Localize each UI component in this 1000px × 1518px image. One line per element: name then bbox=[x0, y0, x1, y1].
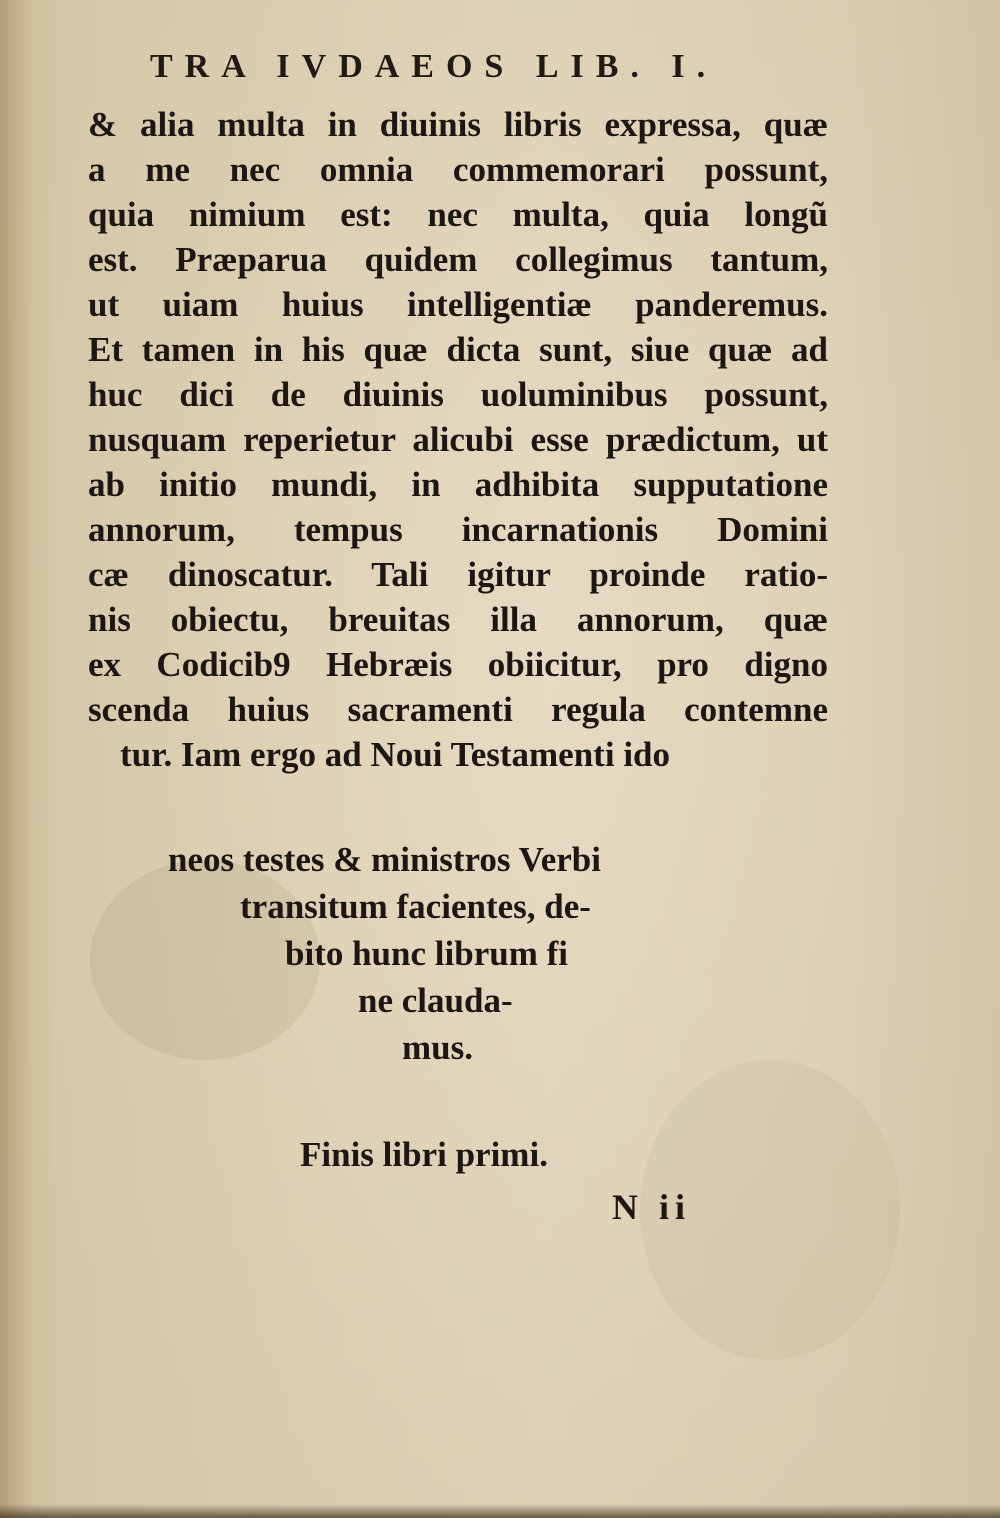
text-line: scenda huius sacramenti regula contemne bbox=[88, 690, 828, 729]
signature-mark: N ii bbox=[612, 1187, 692, 1227]
text-line: cæ dinoscatur. Tali igitur proinde ratio- bbox=[88, 555, 828, 594]
text-line: ab initio mundi, in adhibita supputatione bbox=[88, 465, 828, 504]
tail-line: transitum facientes, de- bbox=[240, 887, 591, 926]
text-line: annorum, tempus incarnationis Domini bbox=[88, 510, 828, 549]
tail-line: neos testes & ministros Verbi bbox=[168, 840, 601, 879]
page-gutter-shadow bbox=[0, 0, 30, 1518]
text-line: quia nimium est: nec multa, quia longũ bbox=[88, 195, 828, 234]
tail-line: ne clauda- bbox=[358, 981, 513, 1020]
text-line: & alia multa in diuinis libris expressa, quæ bbox=[88, 105, 828, 144]
text-line: ut uiam huius intelligentiæ panderemus. bbox=[88, 285, 828, 324]
body-text bbox=[88, 102, 828, 777]
tail-line: mus. bbox=[402, 1028, 473, 1067]
running-head: TRA IVDAEOS LIB. I. bbox=[150, 48, 718, 85]
book-end-caption: Finis libri primi. bbox=[300, 1135, 548, 1174]
text-line: nusquam reperietur alicubi esse prædictum, ut bbox=[88, 420, 828, 459]
text-line: a me nec omnia commemorari possunt, bbox=[88, 150, 828, 189]
text-line: est. Præparua quidem collegimus tantum, bbox=[88, 240, 828, 279]
tail-line: bito hunc librum fi bbox=[285, 934, 568, 973]
text-line: nis obiectu, breuitas illa annorum, quæ bbox=[88, 600, 828, 639]
text-line: tur. Iam ergo ad Noui Testamenti ido bbox=[120, 735, 671, 774]
text-line: ex Codicib9 Hebræis obiicitur, pro digno bbox=[88, 645, 828, 684]
text-line: Et tamen in his quæ dicta sunt, siue quæ ad bbox=[88, 330, 828, 369]
text-line: huc dici de diuinis uoluminibus possunt, bbox=[88, 375, 828, 414]
page-bottom-edge bbox=[0, 1504, 1000, 1518]
